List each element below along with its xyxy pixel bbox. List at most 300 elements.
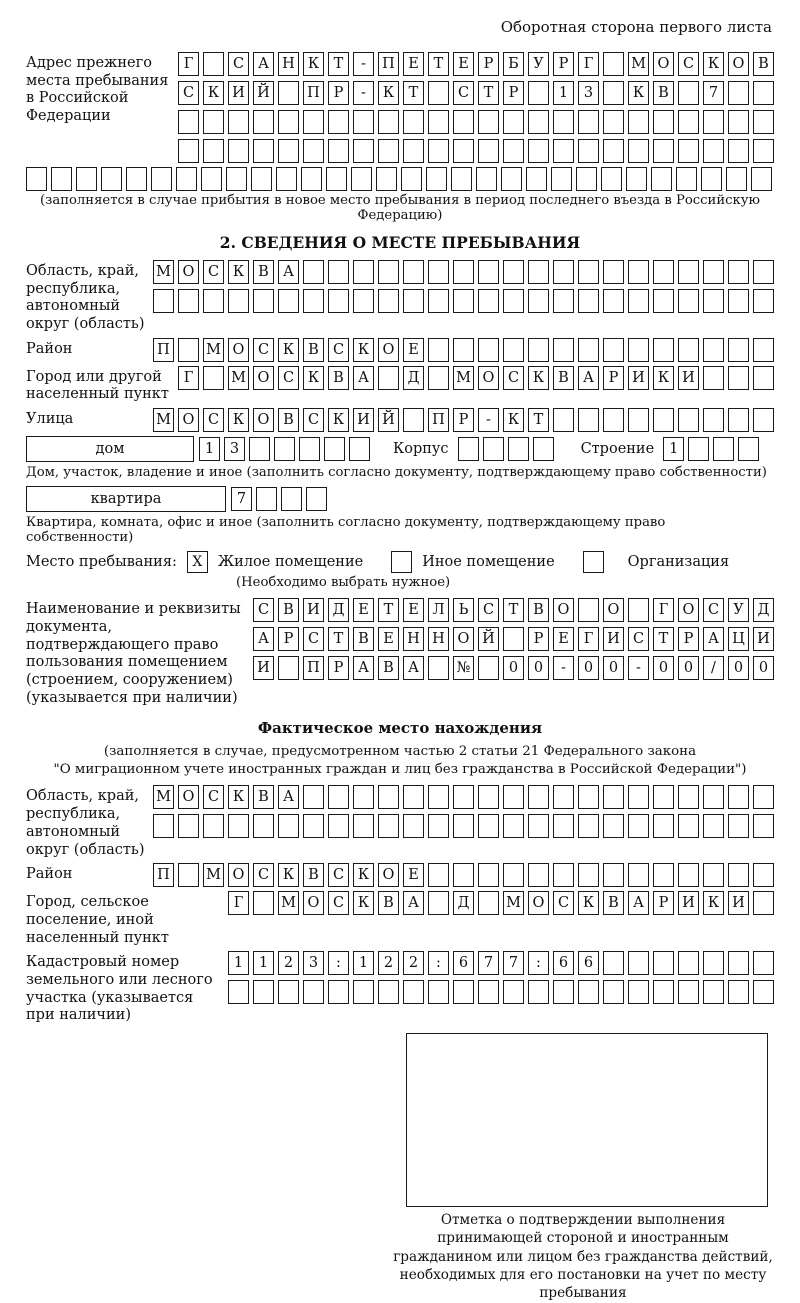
field-document (26, 598, 774, 707)
char-box: Н (428, 627, 449, 651)
char-box: К (203, 81, 224, 105)
char-box (478, 863, 499, 887)
char-box (578, 863, 599, 887)
char-box: А (578, 366, 599, 390)
char-box (653, 951, 674, 975)
field-district (26, 338, 774, 362)
char-box: Г (578, 52, 599, 76)
char-box (728, 110, 749, 134)
char-box: К (353, 338, 374, 362)
char-box (428, 814, 449, 838)
char-box: Б (503, 52, 524, 76)
char-box: № (453, 656, 474, 680)
char-box (678, 139, 699, 163)
char-box (328, 814, 349, 838)
char-box (753, 980, 774, 1004)
char-box (453, 338, 474, 362)
char-row (153, 814, 774, 838)
char-box: О (178, 408, 199, 432)
char-box: М (153, 408, 174, 432)
char-box (528, 139, 549, 163)
char-box (378, 110, 399, 134)
char-box: О (728, 52, 749, 76)
char-box: И (228, 81, 249, 105)
char-box (503, 289, 524, 313)
char-box (578, 598, 599, 622)
char-box (578, 785, 599, 809)
char-box (326, 167, 347, 191)
char-box (728, 980, 749, 1004)
char-box (753, 891, 774, 915)
char-box (426, 167, 447, 191)
char-box: - (353, 52, 374, 76)
char-box (303, 110, 324, 134)
char-box (651, 167, 672, 191)
char-row (253, 656, 774, 680)
char-box (678, 110, 699, 134)
char-box (753, 863, 774, 887)
char-box (453, 289, 474, 313)
char-box (203, 289, 224, 313)
char-box: А (253, 627, 274, 651)
char-box: О (378, 863, 399, 887)
char-box: В (753, 52, 774, 76)
char-box (276, 167, 297, 191)
city-label: Город или другой населенный пункт (26, 368, 169, 403)
char-box: Ц (728, 627, 749, 651)
char-row (178, 81, 774, 105)
char-box: В (378, 656, 399, 680)
char-box: О (378, 338, 399, 362)
char-box: О (178, 785, 199, 809)
char-box (324, 437, 345, 461)
char-box (578, 980, 599, 1004)
char-box: С (253, 863, 274, 887)
char-box (378, 785, 399, 809)
char-box (303, 814, 324, 838)
char-box: Н (403, 627, 424, 651)
char-box (728, 785, 749, 809)
char-box (353, 110, 374, 134)
char-box (403, 785, 424, 809)
char-box (483, 437, 504, 461)
char-box (753, 260, 774, 284)
previous-address-note: (заполняется в случае прибытия в новое место пребывания в период последнего въезда в Российскую Федерацию) (40, 193, 760, 223)
char-box: О (528, 891, 549, 915)
char-box: Г (178, 366, 199, 390)
previous-address-rows (178, 52, 774, 163)
char-box (378, 289, 399, 313)
char-box: О (228, 338, 249, 362)
char-box (753, 110, 774, 134)
char-box: М (153, 785, 174, 809)
char-box: К (528, 366, 549, 390)
char-box: И (253, 656, 274, 680)
char-box: Г (228, 891, 249, 915)
char-box: : (328, 951, 349, 975)
char-box: М (153, 260, 174, 284)
char-box (478, 785, 499, 809)
char-box (503, 785, 524, 809)
char-box (753, 139, 774, 163)
char-box (578, 814, 599, 838)
char-box: Т (653, 627, 674, 651)
char-box: К (328, 408, 349, 432)
char-box: К (278, 338, 299, 362)
char-box (553, 289, 574, 313)
char-box (653, 785, 674, 809)
actual-city-label: Город, сельское поселение, иной населенный пункт (26, 894, 169, 946)
char-box: О (253, 408, 274, 432)
char-box (453, 863, 474, 887)
char-box (728, 814, 749, 838)
char-box (203, 52, 224, 76)
char-box (328, 260, 349, 284)
char-box (378, 260, 399, 284)
actual-location-note1: (заполняется в случае, предусмотренном частью 2 статьи 21 Федерального закона (103, 744, 697, 760)
char-box (601, 167, 622, 191)
char-box (703, 110, 724, 134)
char-box: С (203, 408, 224, 432)
char-box (253, 814, 274, 838)
char-box (503, 814, 524, 838)
char-box: О (603, 598, 624, 622)
char-box (528, 260, 549, 284)
field-actual-region (26, 785, 774, 859)
char-row (253, 598, 774, 622)
char-box (503, 627, 524, 651)
char-box: А (403, 891, 424, 915)
char-box: К (353, 891, 374, 915)
char-box: Д (403, 366, 424, 390)
char-box (403, 408, 424, 432)
char-box (453, 785, 474, 809)
char-box: 6 (578, 951, 599, 975)
char-box: М (203, 338, 224, 362)
stroenie-label: Строение (580, 441, 655, 458)
char-box: - (478, 408, 499, 432)
stay-option-organization-label: Организация (627, 554, 730, 571)
char-box: Ь (453, 598, 474, 622)
field-previous-address (26, 52, 774, 163)
char-box (303, 785, 324, 809)
char-box (626, 167, 647, 191)
char-box (653, 289, 674, 313)
char-box (576, 167, 597, 191)
char-box (203, 110, 224, 134)
char-box: П (153, 338, 174, 362)
stay-type-note: (Необходимо выбрать нужное) (236, 575, 451, 591)
char-box: С (228, 52, 249, 76)
char-box (478, 110, 499, 134)
char-box: Р (528, 627, 549, 651)
char-box: И (353, 408, 374, 432)
char-box (728, 366, 749, 390)
char-box: С (303, 627, 324, 651)
char-box (403, 980, 424, 1004)
char-box (653, 408, 674, 432)
char-box: Т (328, 627, 349, 651)
char-box (703, 863, 724, 887)
field-cadastral (26, 951, 774, 1025)
char-box (328, 980, 349, 1004)
char-box (201, 167, 222, 191)
char-box: 1 (253, 951, 274, 975)
char-box (628, 408, 649, 432)
stay-option-residential-label: Жилое помещение (217, 554, 364, 571)
char-box (153, 289, 174, 313)
checkbox-organization (583, 551, 604, 573)
char-box: К (278, 863, 299, 887)
actual-location-title: Фактическое место нахождения (257, 719, 543, 738)
char-box (678, 81, 699, 105)
char-box: Л (428, 598, 449, 622)
char-box (353, 814, 374, 838)
char-box: Т (328, 52, 349, 76)
char-box: В (303, 863, 324, 887)
char-box: 0 (528, 656, 549, 680)
char-box: Е (403, 52, 424, 76)
char-box: 7 (478, 951, 499, 975)
char-box: И (303, 598, 324, 622)
char-row (253, 627, 774, 651)
char-box (703, 139, 724, 163)
region-label: Область, край, республика, автономный округ (область) (26, 263, 145, 333)
char-box (728, 139, 749, 163)
char-box (176, 167, 197, 191)
char-box: Р (553, 52, 574, 76)
char-row (178, 110, 774, 134)
house-note: Дом, участок, владение и иное (заполнить согласно документу, подтверждающему право собственности) (26, 465, 767, 481)
char-box: В (303, 338, 324, 362)
apartment-row (26, 486, 774, 512)
char-box: С (703, 598, 724, 622)
actual-region-label: Область, край, республика, автономный округ (область) (26, 788, 145, 858)
char-box: В (353, 627, 374, 651)
house-row (26, 436, 774, 462)
char-box: К (503, 408, 524, 432)
char-box: 0 (678, 656, 699, 680)
char-box (178, 863, 199, 887)
char-row (178, 366, 774, 390)
char-box: Т (478, 81, 499, 105)
char-box (728, 863, 749, 887)
char-row (153, 408, 774, 432)
char-box (551, 167, 572, 191)
char-box (753, 951, 774, 975)
korpus-label: Корпус (393, 441, 449, 458)
char-box (478, 139, 499, 163)
char-row (153, 289, 774, 313)
char-box (178, 110, 199, 134)
char-box: 1 (353, 951, 374, 975)
char-box (378, 366, 399, 390)
char-box (728, 951, 749, 975)
char-box: Е (403, 338, 424, 362)
house-type-box: дом (26, 436, 194, 462)
char-row (153, 260, 774, 284)
char-row (199, 437, 370, 461)
char-box (603, 260, 624, 284)
char-row (228, 980, 774, 1004)
char-box: К (228, 408, 249, 432)
char-box (226, 167, 247, 191)
char-box (353, 785, 374, 809)
char-box (428, 139, 449, 163)
char-box (153, 814, 174, 838)
char-box (328, 785, 349, 809)
char-box: Н (278, 52, 299, 76)
char-box (453, 814, 474, 838)
char-box: В (278, 598, 299, 622)
char-box (508, 437, 529, 461)
char-box: 0 (603, 656, 624, 680)
char-box: К (228, 785, 249, 809)
char-box: С (253, 598, 274, 622)
char-box (503, 110, 524, 134)
char-box (653, 260, 674, 284)
char-box: К (353, 863, 374, 887)
char-box (428, 366, 449, 390)
char-box (126, 167, 147, 191)
char-box (703, 289, 724, 313)
char-box: О (253, 366, 274, 390)
char-box (753, 289, 774, 313)
char-box (256, 487, 277, 511)
char-box (403, 110, 424, 134)
char-box (678, 785, 699, 809)
char-box: Е (403, 598, 424, 622)
char-box (458, 437, 479, 461)
char-box (376, 167, 397, 191)
char-box: Р (478, 52, 499, 76)
char-box (228, 110, 249, 134)
char-box (678, 814, 699, 838)
char-box (653, 110, 674, 134)
char-box (578, 408, 599, 432)
char-box (403, 289, 424, 313)
char-row (153, 338, 774, 362)
char-box: И (603, 627, 624, 651)
char-row (458, 437, 554, 461)
char-box: Р (328, 656, 349, 680)
char-box: Г (653, 598, 674, 622)
char-box (738, 437, 759, 461)
char-box (628, 139, 649, 163)
char-box: В (528, 598, 549, 622)
char-box: В (553, 366, 574, 390)
char-box (628, 598, 649, 622)
char-box (678, 863, 699, 887)
field-street (26, 408, 774, 432)
char-box (278, 289, 299, 313)
char-box: Г (178, 52, 199, 76)
char-box: А (703, 627, 724, 651)
char-box (303, 980, 324, 1004)
char-box (451, 167, 472, 191)
char-box (151, 167, 172, 191)
char-box (278, 139, 299, 163)
char-box: С (478, 598, 499, 622)
char-box (178, 139, 199, 163)
char-box (26, 167, 47, 191)
char-box (688, 437, 709, 461)
field-actual-district (26, 863, 774, 887)
char-box: - (628, 656, 649, 680)
char-box (528, 863, 549, 887)
district-label: Район (26, 340, 73, 357)
char-box: П (303, 81, 324, 105)
char-box (278, 110, 299, 134)
char-box: О (178, 260, 199, 284)
char-box (703, 785, 724, 809)
page-side-note: Оборотная сторона первого листа (500, 18, 772, 36)
char-box: П (153, 863, 174, 887)
char-box (478, 891, 499, 915)
char-box (328, 139, 349, 163)
char-box (528, 289, 549, 313)
char-box: С (328, 338, 349, 362)
char-box (713, 437, 734, 461)
char-box: И (678, 891, 699, 915)
char-box: В (653, 81, 674, 105)
char-box: В (253, 785, 274, 809)
char-box (476, 167, 497, 191)
char-row (228, 891, 774, 915)
char-box (428, 785, 449, 809)
char-box: 7 (231, 487, 252, 511)
char-box (228, 139, 249, 163)
char-box: Е (353, 598, 374, 622)
actual-district-label: Район (26, 866, 73, 883)
char-box (678, 338, 699, 362)
char-box (628, 338, 649, 362)
char-box (503, 338, 524, 362)
char-box (553, 785, 574, 809)
char-box: С (328, 891, 349, 915)
char-box (578, 338, 599, 362)
char-box: Й (253, 81, 274, 105)
char-box: 6 (553, 951, 574, 975)
char-box (678, 951, 699, 975)
apartment-type-box: квартира (26, 486, 226, 512)
char-box (703, 814, 724, 838)
char-box: Д (753, 598, 774, 622)
char-box (51, 167, 72, 191)
char-box: / (703, 656, 724, 680)
char-box (249, 437, 270, 461)
char-box: Д (453, 891, 474, 915)
char-box (653, 980, 674, 1004)
char-box (378, 814, 399, 838)
char-box: Р (603, 366, 624, 390)
char-box: А (253, 52, 274, 76)
char-box (628, 289, 649, 313)
char-box (603, 289, 624, 313)
char-box (753, 785, 774, 809)
char-box: 0 (653, 656, 674, 680)
char-box: О (553, 598, 574, 622)
char-box (101, 167, 122, 191)
char-box (178, 338, 199, 362)
char-box: 1 (199, 437, 220, 461)
char-box (349, 437, 370, 461)
char-box: К (303, 52, 324, 76)
char-box (303, 139, 324, 163)
char-box: К (228, 260, 249, 284)
char-box (603, 785, 624, 809)
char-box: 2 (403, 951, 424, 975)
